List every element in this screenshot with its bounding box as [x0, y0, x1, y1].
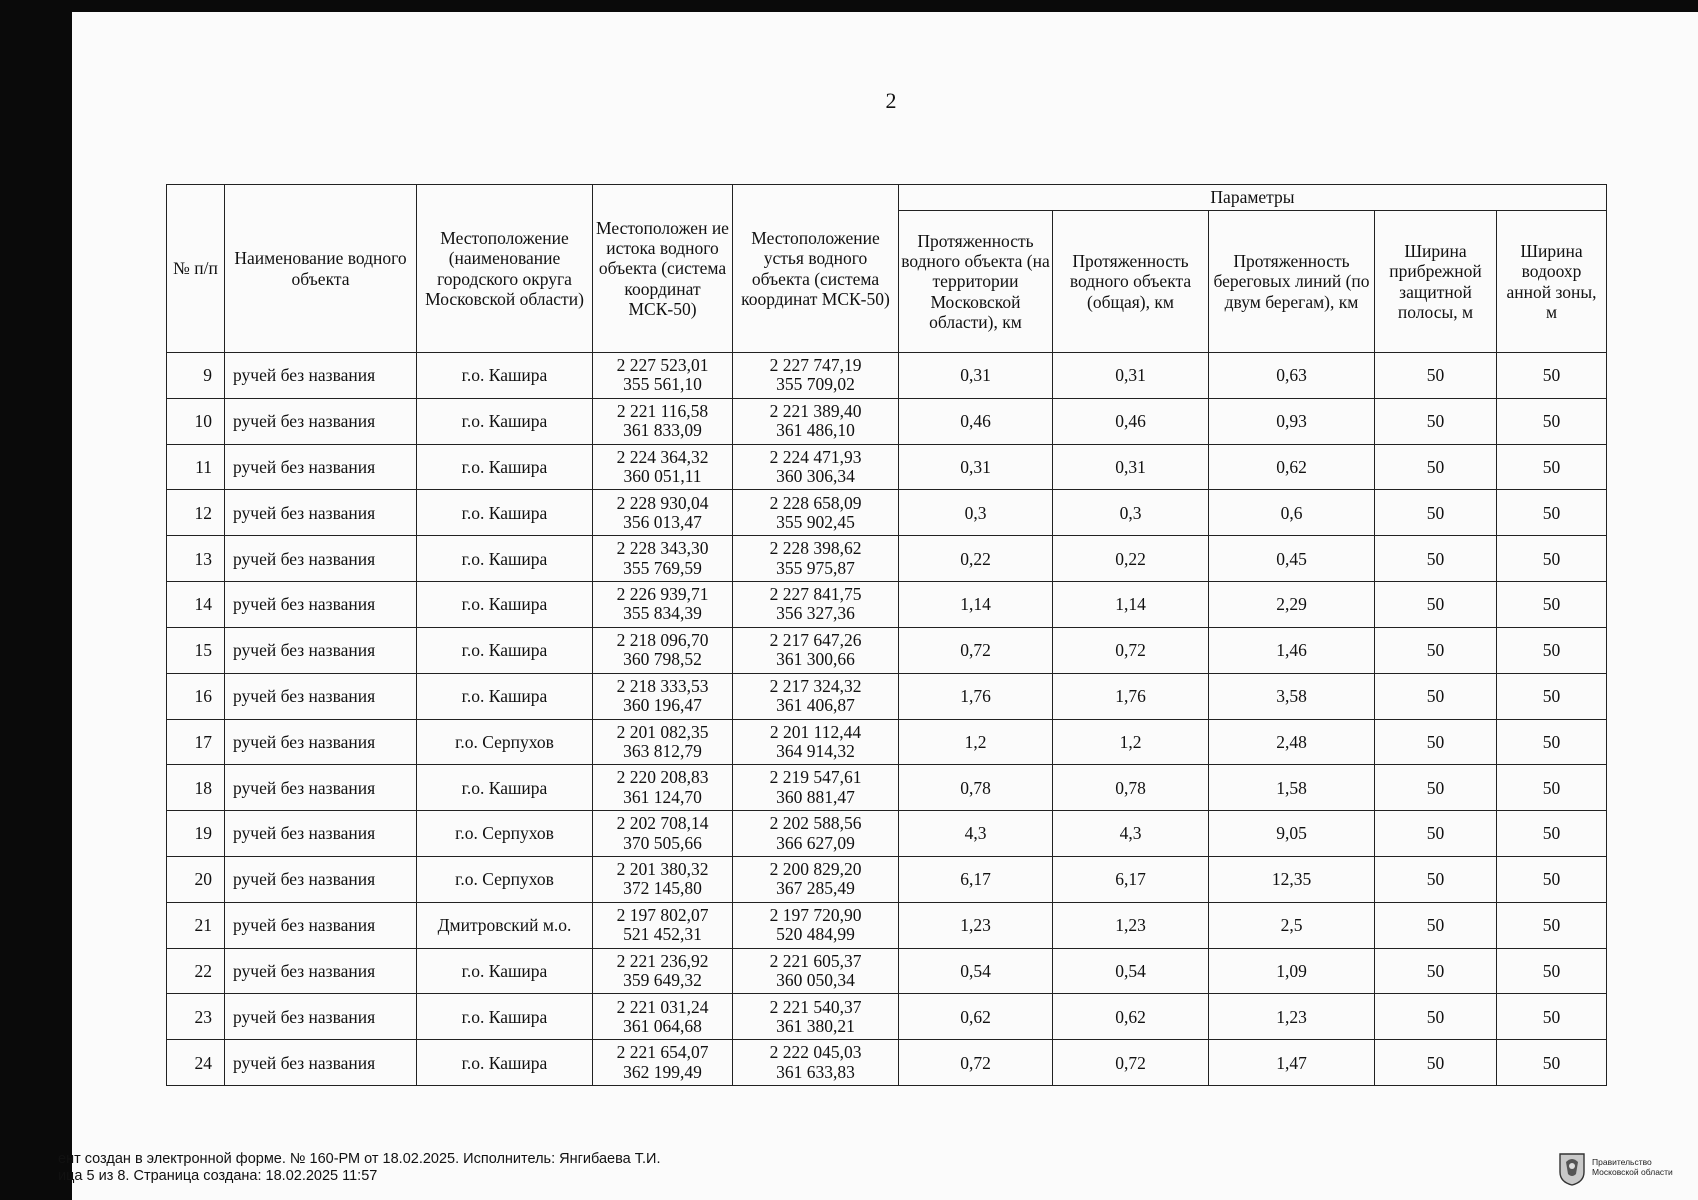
header-zone: Ширина водоохр анной зоны, м — [1497, 211, 1607, 353]
source-coordinate: 2 218 096,70 — [616, 630, 709, 651]
cell-zone: 50 — [1497, 627, 1607, 673]
source-coordinate: 360 051,11 — [623, 466, 702, 487]
cell-shore: 0,6 — [1209, 490, 1375, 536]
cell-zone: 50 — [1497, 536, 1607, 582]
cell-zone: 50 — [1497, 719, 1607, 765]
cell-length-total: 0,3 — [1053, 490, 1209, 536]
cell-location: г.о. Кашира — [417, 673, 593, 719]
cell-mouth — [733, 490, 899, 536]
source-coordinate: 2 221 236,92 — [616, 950, 709, 971]
header-name: Наименование водного объекта — [225, 185, 417, 353]
cell-length-region: 4,3 — [899, 811, 1053, 857]
header-num: № п/п — [167, 185, 225, 353]
cell-length-total: 0,62 — [1053, 994, 1209, 1040]
cell-num: 22 — [167, 948, 225, 994]
cell-mouth — [733, 948, 899, 994]
cell-zone: 50 — [1497, 994, 1607, 1040]
mouth-coordinate: 2 202 588,56 — [769, 813, 862, 834]
table-row — [167, 627, 1607, 673]
cell-mouth — [733, 1040, 899, 1086]
cell-shore: 0,45 — [1209, 536, 1375, 582]
cell-source — [593, 948, 733, 994]
source-coordinate: 361 124,70 — [623, 786, 702, 807]
source-coordinate: 360 196,47 — [623, 695, 702, 716]
mouth-coordinate: 361 300,66 — [776, 649, 855, 670]
table-row — [167, 536, 1607, 582]
cell-name: ручей без названия — [225, 902, 417, 948]
header-length-region: Протяженность водного объекта (на территории Московской области), км — [899, 211, 1053, 353]
header-strip: Ширина прибрежной защитной полосы, м — [1375, 211, 1497, 353]
cell-mouth — [733, 536, 899, 582]
cell-name: ручей без названия — [225, 673, 417, 719]
cell-zone: 50 — [1497, 1040, 1607, 1086]
source-coordinate: 2 221 031,24 — [616, 996, 709, 1017]
cell-mouth — [733, 856, 899, 902]
cell-zone: 50 — [1497, 902, 1607, 948]
mouth-coordinate: 2 217 647,26 — [769, 630, 862, 651]
header-mouth: Местоположение устья водного объекта (система координат МСК-50) — [733, 185, 899, 353]
cell-length-region: 0,78 — [899, 765, 1053, 811]
mouth-coordinate: 367 285,49 — [776, 878, 855, 899]
cell-length-total: 1,76 — [1053, 673, 1209, 719]
cell-source — [593, 582, 733, 628]
cell-name: ручей без названия — [225, 582, 417, 628]
cell-mouth — [733, 353, 899, 399]
cell-shore: 2,48 — [1209, 719, 1375, 765]
cell-length-region: 0,72 — [899, 627, 1053, 673]
gov-logo-line-1: Правительство — [1592, 1157, 1652, 1167]
table-row — [167, 994, 1607, 1040]
cell-num: 12 — [167, 490, 225, 536]
cell-length-region: 6,17 — [899, 856, 1053, 902]
mouth-coordinate: 2 228 398,62 — [769, 538, 862, 559]
cell-num: 23 — [167, 994, 225, 1040]
cell-length-region: 1,23 — [899, 902, 1053, 948]
cell-zone: 50 — [1497, 948, 1607, 994]
cell-shore: 12,35 — [1209, 856, 1375, 902]
cell-length-region: 0,31 — [899, 353, 1053, 399]
cell-zone: 50 — [1497, 490, 1607, 536]
cell-location: г.о. Серпухов — [417, 856, 593, 902]
cell-location: г.о. Кашира — [417, 353, 593, 399]
cell-mouth — [733, 902, 899, 948]
cell-source — [593, 811, 733, 857]
cell-length-region: 1,2 — [899, 719, 1053, 765]
mouth-coordinate: 2 200 829,20 — [769, 859, 862, 880]
cell-source — [593, 1040, 733, 1086]
table-row — [167, 719, 1607, 765]
cell-source — [593, 627, 733, 673]
cell-location: г.о. Кашира — [417, 444, 593, 490]
cell-strip: 50 — [1375, 673, 1497, 719]
cell-shore: 1,47 — [1209, 1040, 1375, 1086]
cell-shore: 1,46 — [1209, 627, 1375, 673]
cell-strip: 50 — [1375, 444, 1497, 490]
cell-num: 9 — [167, 353, 225, 399]
cell-mouth — [733, 582, 899, 628]
cell-num: 19 — [167, 811, 225, 857]
header-location: Местоположение (наименование городского округа Московской области) — [417, 185, 593, 353]
cell-source — [593, 994, 733, 1040]
mouth-coordinate: 360 050,34 — [776, 969, 855, 990]
header-shore: Протяженность береговых линий (по двум берегам), км — [1209, 211, 1375, 353]
table-row — [167, 398, 1607, 444]
cell-source — [593, 719, 733, 765]
mouth-coordinate: 355 709,02 — [776, 374, 855, 395]
mouth-coordinate: 2 221 540,37 — [769, 996, 862, 1017]
cell-mouth — [733, 398, 899, 444]
source-coordinate: 372 145,80 — [623, 878, 702, 899]
cell-num: 11 — [167, 444, 225, 490]
cell-num: 18 — [167, 765, 225, 811]
cell-name: ручей без названия — [225, 856, 417, 902]
cell-source — [593, 444, 733, 490]
footer-line-1: ент создан в электронной форме. № 160-РМ от 18.02.2025. Исполнитель: Янгибаева Т.И. — [58, 1151, 661, 1167]
header-length-total: Протяженность водного объекта (общая), км — [1053, 211, 1209, 353]
source-coordinate: 2 201 082,35 — [616, 721, 709, 742]
source-coordinate: 2 228 930,04 — [616, 492, 709, 513]
cell-mouth — [733, 994, 899, 1040]
cell-location: Дмитровский м.о. — [417, 902, 593, 948]
table-row — [167, 353, 1607, 399]
mouth-coordinate: 2 227 841,75 — [769, 584, 862, 605]
cell-location: г.о. Кашира — [417, 948, 593, 994]
mouth-coordinate: 2 228 658,09 — [769, 492, 862, 513]
table-row — [167, 673, 1607, 719]
cell-length-region: 1,14 — [899, 582, 1053, 628]
cell-length-region: 0,3 — [899, 490, 1053, 536]
cell-num: 10 — [167, 398, 225, 444]
source-coordinate: 2 224 364,32 — [616, 446, 709, 467]
cell-length-total: 1,14 — [1053, 582, 1209, 628]
cell-source — [593, 856, 733, 902]
source-coordinate: 2 201 380,32 — [616, 859, 709, 880]
mouth-coordinate: 2 221 605,37 — [769, 950, 862, 971]
cell-location: г.о. Кашира — [417, 398, 593, 444]
cell-location: г.о. Кашира — [417, 994, 593, 1040]
source-coordinate: 2 218 333,53 — [616, 675, 709, 696]
cell-strip: 50 — [1375, 353, 1497, 399]
source-coordinate: 362 199,49 — [623, 1061, 702, 1082]
cell-location: г.о. Кашира — [417, 1040, 593, 1086]
cell-source — [593, 673, 733, 719]
source-coordinate: 361 833,09 — [623, 420, 702, 441]
cell-name: ручей без названия — [225, 536, 417, 582]
cell-location: г.о. Кашира — [417, 536, 593, 582]
source-coordinate: 2 228 343,30 — [616, 538, 709, 559]
source-coordinate: 2 221 116,58 — [616, 400, 709, 421]
cell-length-total: 0,54 — [1053, 948, 1209, 994]
cell-name: ручей без названия — [225, 1040, 417, 1086]
cell-num: 17 — [167, 719, 225, 765]
cell-zone: 50 — [1497, 765, 1607, 811]
cell-shore: 3,58 — [1209, 673, 1375, 719]
source-coordinate: 361 064,68 — [623, 1015, 702, 1036]
cell-shore: 1,09 — [1209, 948, 1375, 994]
cell-num: 15 — [167, 627, 225, 673]
table-row — [167, 948, 1607, 994]
cell-mouth — [733, 719, 899, 765]
cell-length-total: 0,31 — [1053, 444, 1209, 490]
cell-location: г.о. Серпухов — [417, 811, 593, 857]
mouth-coordinate: 2 201 112,44 — [769, 721, 862, 742]
footer-line-2: ица 5 из 8. Страница создана: 18.02.2025 11:57 — [58, 1168, 378, 1184]
cell-name: ручей без названия — [225, 627, 417, 673]
mouth-coordinate: 360 881,47 — [776, 786, 855, 807]
cell-name: ручей без названия — [225, 994, 417, 1040]
cell-location: г.о. Кашира — [417, 582, 593, 628]
cell-source — [593, 765, 733, 811]
source-coordinate: 360 798,52 — [623, 649, 702, 670]
cell-zone: 50 — [1497, 811, 1607, 857]
table-row — [167, 765, 1607, 811]
mouth-coordinate: 360 306,34 — [776, 466, 855, 487]
source-coordinate: 359 649,32 — [623, 969, 702, 990]
cell-length-total: 0,72 — [1053, 627, 1209, 673]
source-coordinate: 2 227 523,01 — [616, 355, 709, 376]
source-coordinate: 2 220 208,83 — [616, 767, 709, 788]
cell-mouth — [733, 627, 899, 673]
cell-strip: 50 — [1375, 719, 1497, 765]
cell-length-total: 0,72 — [1053, 1040, 1209, 1086]
scan-left-edge — [0, 0, 72, 1200]
cell-length-region: 0,62 — [899, 994, 1053, 1040]
source-coordinate: 2 202 708,14 — [616, 813, 709, 834]
cell-num: 20 — [167, 856, 225, 902]
cell-strip: 50 — [1375, 1040, 1497, 1086]
cell-shore: 0,63 — [1209, 353, 1375, 399]
source-coordinate: 2 226 939,71 — [616, 584, 709, 605]
mouth-coordinate: 356 327,36 — [776, 603, 855, 624]
cell-num: 21 — [167, 902, 225, 948]
source-coordinate: 355 769,59 — [623, 557, 702, 578]
cell-length-region: 1,76 — [899, 673, 1053, 719]
mouth-coordinate: 361 486,10 — [776, 420, 855, 441]
cell-mouth — [733, 444, 899, 490]
table-row — [167, 582, 1607, 628]
mouth-coordinate: 520 484,99 — [776, 924, 855, 945]
cell-shore: 2,29 — [1209, 582, 1375, 628]
cell-length-total: 6,17 — [1053, 856, 1209, 902]
cell-strip: 50 — [1375, 948, 1497, 994]
table-row — [167, 490, 1607, 536]
cell-strip: 50 — [1375, 582, 1497, 628]
cell-name: ручей без названия — [225, 398, 417, 444]
cell-shore: 0,62 — [1209, 444, 1375, 490]
coat-of-arms-icon — [1558, 1152, 1586, 1186]
mouth-coordinate: 2 224 471,93 — [769, 446, 862, 467]
cell-strip: 50 — [1375, 994, 1497, 1040]
cell-location: г.о. Серпухов — [417, 719, 593, 765]
mouth-coordinate: 366 627,09 — [776, 832, 855, 853]
cell-mouth — [733, 765, 899, 811]
table-row — [167, 856, 1607, 902]
mouth-coordinate: 361 406,87 — [776, 695, 855, 716]
cell-zone: 50 — [1497, 398, 1607, 444]
mouth-coordinate: 2 217 324,32 — [769, 675, 862, 696]
source-coordinate: 356 013,47 — [623, 511, 702, 532]
cell-shore: 1,58 — [1209, 765, 1375, 811]
cell-source — [593, 398, 733, 444]
cell-name: ручей без названия — [225, 353, 417, 399]
table-row — [167, 1040, 1607, 1086]
table-row — [167, 811, 1607, 857]
cell-num: 13 — [167, 536, 225, 582]
mouth-coordinate: 361 633,83 — [776, 1061, 855, 1082]
source-coordinate: 363 812,79 — [623, 740, 702, 761]
cell-length-region: 0,46 — [899, 398, 1053, 444]
mouth-coordinate: 2 197 720,90 — [769, 904, 862, 925]
cell-strip: 50 — [1375, 811, 1497, 857]
source-coordinate: 355 561,10 — [623, 374, 702, 395]
gov-logo-label — [1592, 1157, 1673, 1177]
cell-name: ручей без названия — [225, 765, 417, 811]
cell-strip: 50 — [1375, 627, 1497, 673]
cell-zone: 50 — [1497, 582, 1607, 628]
source-coordinate: 521 452,31 — [623, 924, 702, 945]
cell-strip: 50 — [1375, 902, 1497, 948]
mouth-coordinate: 355 975,87 — [776, 557, 855, 578]
cell-length-total: 1,23 — [1053, 902, 1209, 948]
source-coordinate: 370 505,66 — [623, 832, 702, 853]
document-footer — [58, 1151, 660, 1185]
cell-length-region: 0,54 — [899, 948, 1053, 994]
cell-length-region: 0,22 — [899, 536, 1053, 582]
header-parameters: Параметры — [899, 185, 1607, 211]
cell-mouth — [733, 673, 899, 719]
cell-length-total: 0,31 — [1053, 353, 1209, 399]
cell-location: г.о. Кашира — [417, 490, 593, 536]
page-number: 2 — [885, 88, 897, 113]
cell-strip: 50 — [1375, 490, 1497, 536]
cell-length-total: 0,22 — [1053, 536, 1209, 582]
cell-strip: 50 — [1375, 856, 1497, 902]
water-objects-table — [166, 184, 1607, 1086]
cell-shore: 2,5 — [1209, 902, 1375, 948]
source-coordinate: 2 197 802,07 — [616, 904, 709, 925]
cell-zone: 50 — [1497, 353, 1607, 399]
cell-length-region: 0,72 — [899, 1040, 1053, 1086]
cell-name: ручей без названия — [225, 719, 417, 765]
cell-num: 16 — [167, 673, 225, 719]
mouth-coordinate: 361 380,21 — [776, 1015, 855, 1036]
cell-source — [593, 353, 733, 399]
gov-logo-line-2: Московской области — [1592, 1167, 1673, 1177]
source-coordinate: 2 221 654,07 — [616, 1042, 709, 1063]
cell-length-total: 4,3 — [1053, 811, 1209, 857]
cell-name: ручей без названия — [225, 444, 417, 490]
mouth-coordinate: 355 902,45 — [776, 511, 855, 532]
cell-length-total: 0,78 — [1053, 765, 1209, 811]
header-source: Местоположен ие истока водного объекта (система координат МСК-50) — [593, 185, 733, 353]
cell-strip: 50 — [1375, 398, 1497, 444]
cell-length-total: 0,46 — [1053, 398, 1209, 444]
table-row — [167, 444, 1607, 490]
cell-zone: 50 — [1497, 673, 1607, 719]
mouth-coordinate: 364 914,32 — [776, 740, 855, 761]
mouth-coordinate: 2 219 547,61 — [769, 767, 862, 788]
table-row — [167, 902, 1607, 948]
cell-length-region: 0,31 — [899, 444, 1053, 490]
cell-name: ручей без названия — [225, 948, 417, 994]
mouth-coordinate: 2 222 045,03 — [769, 1042, 862, 1063]
scan-top-edge — [72, 0, 1698, 12]
cell-zone: 50 — [1497, 856, 1607, 902]
cell-name: ручей без названия — [225, 490, 417, 536]
cell-source — [593, 490, 733, 536]
cell-source — [593, 536, 733, 582]
cell-name: ручей без названия — [225, 811, 417, 857]
cell-shore: 0,93 — [1209, 398, 1375, 444]
source-coordinate: 355 834,39 — [623, 603, 702, 624]
cell-strip: 50 — [1375, 536, 1497, 582]
cell-num: 14 — [167, 582, 225, 628]
cell-shore: 1,23 — [1209, 994, 1375, 1040]
cell-num: 24 — [167, 1040, 225, 1086]
cell-length-total: 1,2 — [1053, 719, 1209, 765]
cell-location: г.о. Кашира — [417, 627, 593, 673]
mouth-coordinate: 2 227 747,19 — [769, 355, 862, 376]
mouth-coordinate: 2 221 389,40 — [769, 400, 862, 421]
cell-strip: 50 — [1375, 765, 1497, 811]
cell-shore: 9,05 — [1209, 811, 1375, 857]
cell-mouth — [733, 811, 899, 857]
cell-source — [593, 902, 733, 948]
cell-location: г.о. Кашира — [417, 765, 593, 811]
cell-zone: 50 — [1497, 444, 1607, 490]
